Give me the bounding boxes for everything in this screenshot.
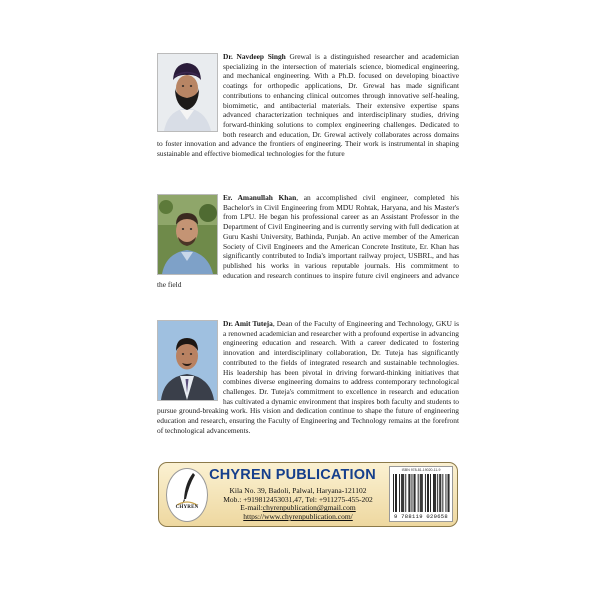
isbn-label: ISBN 978-81-19020-11-9 bbox=[401, 468, 441, 472]
isbn-digits: 9 788119 020658 bbox=[393, 513, 448, 520]
publisher-contact bbox=[205, 487, 391, 522]
author-name: Dr. Amit Tuteja bbox=[223, 319, 273, 328]
publisher-website-link[interactable]: https://www.chyrenpublication.com/ bbox=[243, 512, 353, 522]
publisher-name: CHYREN PUBLICATION bbox=[209, 467, 376, 483]
author-bio-amanullah bbox=[157, 193, 459, 290]
author-bio-amit bbox=[157, 319, 459, 435]
isbn-barcode bbox=[389, 466, 453, 522]
email-label: E-mail: bbox=[240, 503, 263, 513]
quill-icon bbox=[167, 469, 207, 521]
author-photo-amanullah bbox=[157, 194, 218, 275]
logo-text: CHYREN bbox=[175, 505, 199, 510]
publisher-phone: Mob.: +919812453031,47, Tel: +911275-455-202 bbox=[223, 494, 373, 504]
author-name: Er. Amanullah Khan bbox=[223, 193, 297, 202]
publisher-box bbox=[158, 462, 458, 527]
author-description: , an accomplished civil engineer, completed his Bachelor's in Civil Engineering from MDU Rohtak, Haryana, and his Master's from LPU. He began his professional career as an Assistant Professor in the Department of Civil Engineering and is currently serving with full dedication at Guru Kashi University, Bathinda, Punjab. An active member of the American Society of Civil Engineers and the American Concrete Institute, Er. Khan has significantly contributed to India's important railway project, USBRL, and has published his works in various reputable journals. His commitment to education and research continues to inspire future civil engineers and advance the field bbox=[157, 193, 459, 290]
author-name: Dr. Navdeep Singh bbox=[223, 52, 286, 61]
author-description: , Dean of the Faculty of Engineering and Technology, GKU is a renowned academician and researcher with a profound expertise in advancing engineering education and research. With a career dedicated to fostering innovation and interdisciplinary collaboration, Dr. Tuteja has significantly contributed to the fields of integrated research and sustainable technologies. His leadership has been pivotal in driving forward-thinking initiatives that combines diverse engineering domains to address contemporary technological challenges. Dr. Tuteja's commitment to excellence in research and education has cultivated a dynamic environment that inspires both faculty and students to pursue ground-breaking work. His vision and dedication continue to shape the future of engineering education and research, ensuring the Faculty of Engineering and Technology remains at the forefront of technological advancements. bbox=[157, 319, 459, 435]
author-bio-navdeep bbox=[157, 52, 459, 159]
publisher-address: Kila No. 39, Badoli, Palwal, Haryana-121102 bbox=[229, 486, 367, 495]
publisher-email-link[interactable]: chyrenpublication@gmail.com bbox=[262, 503, 356, 513]
author-photo-navdeep bbox=[157, 53, 218, 132]
author-photo-amit bbox=[157, 320, 218, 401]
barcode-icon bbox=[393, 474, 451, 512]
author-description: Grewal is a distinguished researcher and academician specializing in the intersection of materials science, biomedical engineering, and mechanical engineering. With a Ph.D. focused on developing bioactive coatings for orthopedic applications, Dr. Grewal has made significant contributions to enhancing clinical outcomes through innovative self-healing, biomimetic, and antibacterial materials. Their extensive expertise spans advanced characterization techniques and interdisciplinary studies, driving forward-thinking solutions to complex engineering challenges. Dedicated to both research and education, Dr. Grewal actively collaborates across domains to foster innovation and advance the frontiers of engineering. Their work is instrumental in shaping sustainable and effective biomedical technologies for the future bbox=[157, 52, 459, 159]
publisher-logo bbox=[166, 468, 208, 522]
